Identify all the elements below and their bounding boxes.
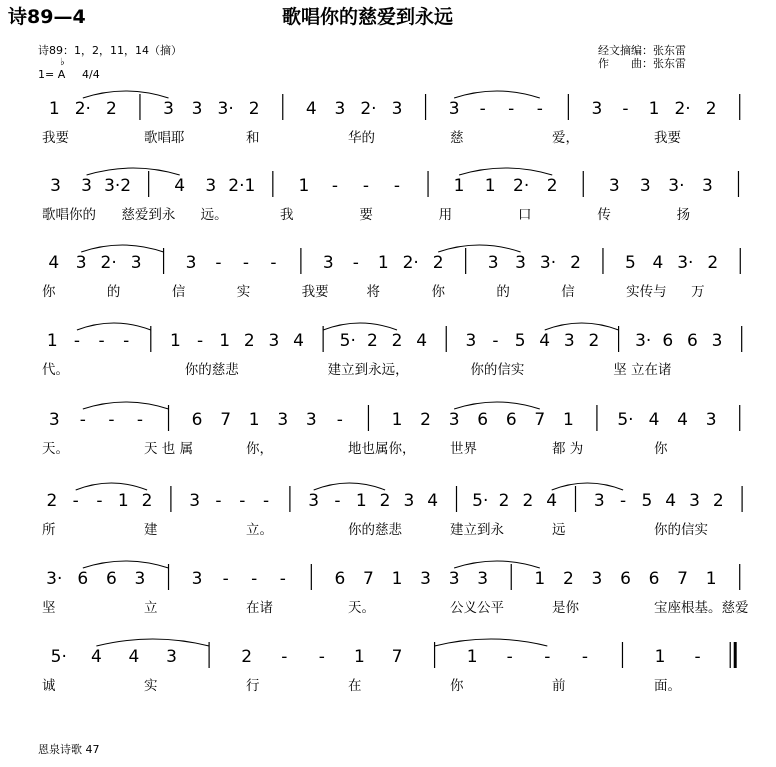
note: 3 — [705, 410, 717, 430]
note: 2 — [546, 176, 558, 196]
score-row — [0, 90, 776, 178]
note: 4 — [546, 491, 558, 511]
note: 3· — [46, 569, 63, 589]
lyric-syllable: 远。 — [200, 207, 228, 223]
lyric-syllable: 代。 — [42, 362, 69, 378]
lyric-syllable: 和 — [246, 130, 260, 146]
lyric-syllable: 信 — [171, 284, 186, 300]
lyric-syllable: 你 — [654, 441, 668, 457]
key-signature: 1= A — [38, 68, 66, 81]
note: 3 — [403, 491, 415, 511]
slur-tie — [435, 639, 548, 646]
note: 4 — [416, 331, 428, 351]
note: 2 — [562, 569, 574, 589]
note: 1 — [484, 176, 496, 196]
lyric-syllable: 公义公平 — [450, 600, 504, 616]
lyric-syllable: 远 — [552, 522, 566, 538]
note: 7 — [534, 410, 546, 430]
note: 1 — [705, 569, 717, 589]
note: 5 — [641, 491, 653, 511]
extension-dash: - — [123, 331, 130, 351]
note: 4 — [128, 647, 140, 667]
note: 2· — [74, 99, 91, 119]
lyric-syllable: 实 — [236, 284, 251, 300]
lyric-syllable: 的 — [106, 284, 121, 300]
note: 2 — [588, 331, 600, 351]
note: 4 — [652, 253, 664, 273]
note: 3 — [391, 99, 403, 119]
lyric-syllable: 你， — [246, 441, 273, 457]
slur-tie — [545, 323, 619, 330]
note: 3· — [539, 253, 557, 273]
note: 3 — [448, 410, 460, 430]
slur-tie — [83, 561, 169, 568]
lyric-syllable: 口 — [518, 207, 532, 223]
lyric-syllable: 世界 — [450, 441, 477, 457]
extension-dash: - — [98, 331, 105, 351]
note: 2 — [522, 491, 534, 511]
extension-dash: - — [334, 491, 341, 511]
note: 3· — [635, 331, 652, 351]
score-row — [0, 322, 776, 410]
extension-dash: - — [222, 569, 229, 589]
note: 6 — [620, 569, 631, 589]
note: 3 — [448, 569, 460, 589]
note: 4 — [427, 491, 439, 511]
lyric-syllable: 行 — [246, 678, 260, 694]
note: 3 — [608, 176, 620, 196]
extension-dash: - — [620, 491, 627, 511]
lyric-syllable: 是你 — [552, 600, 579, 616]
slur-tie — [83, 91, 169, 98]
note: 2 — [366, 331, 378, 351]
notes-line — [0, 167, 776, 247]
slur-tie — [459, 168, 552, 175]
note: 1 — [219, 331, 231, 351]
lyric-syllable: 我要 — [654, 130, 681, 146]
note: 2 — [141, 491, 153, 511]
note: 4 — [665, 491, 677, 511]
lyric-syllable: 信 — [561, 284, 575, 300]
slur-tie — [96, 639, 209, 646]
note: 6 — [648, 569, 660, 589]
note: 3 — [563, 331, 575, 351]
note: 5· — [339, 331, 356, 351]
note: 3· — [677, 253, 694, 273]
note: 3 — [134, 569, 146, 589]
note: 7 — [677, 569, 689, 589]
score-row — [0, 167, 776, 255]
note: 4 — [174, 176, 186, 196]
note: 1 — [48, 99, 60, 119]
extension-dash: - — [73, 331, 81, 351]
extension-dash: - — [362, 176, 370, 196]
note: 5 — [625, 253, 636, 273]
extension-dash: - — [270, 253, 277, 273]
lyric-syllable: 你 — [450, 678, 464, 694]
lyric-syllable: 万 — [691, 284, 705, 300]
lyric-syllable: 立 — [144, 600, 158, 616]
extension-dash: - — [318, 647, 325, 667]
note: 2· — [513, 176, 530, 196]
note: 3 — [334, 99, 346, 119]
note: 2 — [391, 331, 403, 351]
lyric-syllable: 诚 — [42, 678, 56, 694]
note: 2 — [241, 647, 253, 667]
note: 6 — [477, 410, 489, 430]
lyric-syllable: 天 也 属 — [144, 441, 194, 457]
note: 1 — [391, 569, 403, 589]
note: 2 — [105, 99, 117, 119]
note: 4 — [677, 410, 689, 430]
lyric-syllable: 都 为 — [552, 441, 584, 457]
lyric-syllable: 实传与 — [626, 284, 667, 300]
hymn-number: 诗89—4 — [8, 6, 86, 28]
extension-dash: - — [506, 647, 513, 667]
lyric-syllable: 天。 — [42, 441, 69, 457]
note: 3 — [515, 253, 526, 273]
footer-text: 恩泉诗歌 47 — [38, 743, 100, 756]
score-row — [0, 244, 776, 332]
note: 3 — [591, 99, 603, 119]
extension-dash: - — [251, 569, 258, 589]
slur-tie — [76, 483, 147, 490]
note: 3 — [689, 491, 700, 511]
note: 4 — [293, 331, 304, 351]
lyric-syllable: 前 — [552, 678, 566, 694]
note: 1 — [117, 491, 129, 511]
lyricist-name: 张东雷 — [653, 44, 686, 57]
note: 3 — [591, 569, 603, 589]
lyricist-label: 经文摘编： — [598, 44, 653, 57]
note: 3 — [487, 253, 499, 273]
note: 6 — [77, 569, 89, 589]
extension-dash: - — [136, 410, 144, 430]
score-row — [0, 560, 776, 648]
score-row — [0, 401, 776, 489]
note: 1 — [298, 176, 310, 196]
extension-dash: - — [72, 491, 79, 511]
note: 6 — [334, 569, 346, 589]
note: 2 — [46, 491, 58, 511]
note: 2·1 — [228, 176, 256, 196]
note: 1 — [654, 647, 666, 667]
note: 5· — [50, 647, 67, 667]
note: 3 — [465, 331, 477, 351]
note: 3 — [163, 99, 174, 119]
lyric-syllable: 你的慈悲 — [348, 522, 402, 538]
note: 4 — [48, 253, 60, 273]
note: 3 — [268, 331, 280, 351]
lyric-syllable: 慈爱到永 — [121, 207, 176, 223]
note: 4 — [648, 410, 660, 430]
lyric-syllable: 你 — [431, 284, 445, 300]
slur-tie — [87, 168, 180, 175]
note: 1 — [377, 253, 389, 273]
slur-tie — [77, 323, 151, 330]
note: 3 — [322, 253, 334, 273]
note: 3·2 — [104, 176, 132, 196]
note: 7 — [391, 647, 403, 667]
lyric-syllable: 我要 — [301, 284, 329, 300]
composer-label: 作 曲： — [598, 57, 653, 70]
note: 3 — [205, 176, 217, 196]
note: 5 — [514, 331, 526, 351]
flat-sign: ♭ — [60, 57, 65, 68]
lyric-syllable: 坚 — [42, 600, 56, 616]
note: 3 — [305, 410, 317, 430]
composer-name: 张东雷 — [653, 57, 686, 70]
slur-tie — [314, 483, 385, 490]
extension-dash: - — [536, 99, 543, 119]
note: 2 — [248, 99, 260, 119]
extension-dash: - — [492, 331, 499, 351]
slur-tie — [81, 245, 163, 252]
note: 1 — [355, 491, 367, 511]
note: 6 — [662, 331, 674, 351]
extension-dash: - — [544, 647, 551, 667]
note: 1 — [562, 410, 574, 430]
lyric-syllable: 建立到永远， — [327, 362, 409, 378]
slur-tie — [83, 402, 169, 409]
lyric-syllable: 歌唱耶 — [144, 130, 185, 146]
extension-dash: - — [239, 491, 246, 511]
note: 6 — [191, 410, 203, 430]
score-row — [0, 482, 776, 570]
lyric-syllable: 你的慈悲 — [184, 362, 239, 378]
note: 1 — [248, 410, 260, 430]
slur-tie — [454, 91, 540, 98]
score-row — [0, 638, 776, 726]
note: 7 — [363, 569, 374, 589]
note: 2 — [498, 491, 510, 511]
extension-dash: - — [79, 410, 86, 430]
note: 2 — [570, 253, 581, 273]
lyric-syllable: 要 — [359, 207, 373, 223]
lyric-syllable: 你的信实 — [470, 362, 525, 378]
note: 3 — [166, 647, 177, 667]
lyric-syllable: 我要 — [42, 130, 69, 146]
note: 3 — [420, 569, 431, 589]
note: 2 — [707, 253, 719, 273]
note: 3 — [191, 99, 203, 119]
note: 3 — [308, 491, 320, 511]
note: 1 — [534, 569, 546, 589]
slur-tie — [438, 245, 520, 252]
note: 3 — [277, 410, 289, 430]
lyric-syllable: 坚 立在诸 — [613, 362, 672, 378]
note: 3 — [702, 176, 713, 196]
extension-dash: - — [263, 491, 270, 511]
extension-dash: - — [281, 647, 288, 667]
note: 6 — [105, 569, 117, 589]
note: 3 — [50, 176, 61, 196]
lyric-syllable: 扬 — [676, 207, 691, 223]
note: 2 — [420, 410, 431, 430]
slur-tie — [552, 483, 623, 490]
note: 4 — [305, 99, 317, 119]
extension-dash: - — [215, 491, 222, 511]
lyric-syllable: 我 — [280, 207, 294, 223]
lyric-syllable: 所 — [42, 522, 56, 538]
note: 5· — [472, 491, 489, 511]
extension-dash: - — [336, 410, 343, 430]
lyric-syllable: 实 — [144, 678, 158, 694]
note: 1 — [354, 647, 365, 667]
note: 4 — [539, 331, 551, 351]
composer-credit — [598, 57, 686, 70]
note: 3 — [711, 331, 723, 351]
extension-dash: - — [508, 99, 515, 119]
note: 1 — [391, 410, 403, 430]
lyric-syllable: 的 — [496, 284, 510, 300]
note: 3 — [81, 176, 92, 196]
extension-dash: - — [108, 410, 115, 430]
lyric-syllable: 在诸 — [246, 600, 273, 616]
extension-dash: - — [352, 253, 359, 273]
note: 2 — [243, 331, 255, 351]
lyric-syllable: 传 — [597, 207, 611, 223]
lyric-syllable: 在 — [348, 678, 362, 694]
note: 3 — [130, 253, 142, 273]
slur-tie — [454, 402, 540, 409]
note: 3 — [48, 410, 60, 430]
note: 1 — [648, 99, 660, 119]
lyric-syllable: 用 — [438, 207, 453, 223]
note: 2· — [674, 99, 691, 119]
lyric-syllable: 华的 — [348, 130, 375, 146]
note: 6 — [687, 331, 698, 351]
note: 2· — [360, 99, 377, 119]
time-signature: 4/4 — [82, 68, 100, 81]
note: 2 — [432, 253, 444, 273]
note: 2 — [379, 491, 391, 511]
extension-dash: - — [581, 647, 588, 667]
note: 3· — [217, 99, 234, 119]
lyric-syllable: 你 — [42, 284, 56, 300]
note: 3 — [185, 253, 197, 273]
lyric-syllable: 爱， — [552, 130, 579, 146]
note: 3 — [448, 99, 460, 119]
lyric-syllable: 地也属你， — [348, 441, 416, 457]
extension-dash: - — [196, 331, 204, 351]
note: 3 — [639, 176, 651, 196]
note: 3 — [191, 569, 203, 589]
extension-dash: - — [331, 176, 338, 196]
lyric-syllable: 建 — [144, 522, 158, 538]
extension-dash: - — [622, 99, 629, 119]
lyric-syllable: 歌唱你的 — [42, 207, 96, 223]
note: 2 — [705, 99, 717, 119]
note: 3 — [593, 491, 605, 511]
extension-dash: - — [694, 647, 701, 667]
lyric-syllable: 立。 — [246, 522, 273, 538]
note: 5· — [617, 410, 634, 430]
extension-dash: - — [242, 253, 250, 273]
lyric-syllable: 天。 — [348, 600, 375, 616]
lyric-syllable: 你的信实 — [654, 522, 708, 538]
lyric-syllable: 慈 — [450, 130, 464, 146]
lyricist-credit — [598, 44, 686, 57]
lyric-syllable: 面。 — [654, 678, 681, 694]
note: 2 — [712, 491, 724, 511]
extension-dash: - — [279, 569, 286, 589]
note: 1 — [169, 331, 181, 351]
note: 3 — [477, 569, 489, 589]
note: 6 — [505, 410, 517, 430]
note: 1 — [453, 176, 465, 196]
song-title: 歌唱你的慈爱到永远 — [282, 6, 454, 28]
extension-dash: - — [479, 99, 486, 119]
slur-tie — [454, 561, 540, 568]
extension-dash: - — [96, 491, 103, 511]
note: 3· — [668, 176, 685, 196]
note: 2· — [100, 253, 117, 273]
extension-dash: - — [393, 176, 401, 196]
lyric-syllable: 建立到永 — [450, 522, 504, 538]
note: 7 — [220, 410, 232, 430]
scripture-source: 诗89：1，2，11，14（摘） — [38, 44, 182, 57]
note: 3 — [189, 491, 201, 511]
lyric-syllable: 将 — [366, 284, 381, 300]
note: 1 — [46, 331, 58, 351]
slur-tie — [323, 323, 397, 330]
lyric-syllable: 宝座根基。慈爱 — [654, 600, 749, 616]
note: 3 — [75, 253, 87, 273]
note: 2· — [402, 253, 419, 273]
note: 4 — [90, 647, 102, 667]
note: 1 — [466, 647, 478, 667]
extension-dash: - — [215, 253, 222, 273]
